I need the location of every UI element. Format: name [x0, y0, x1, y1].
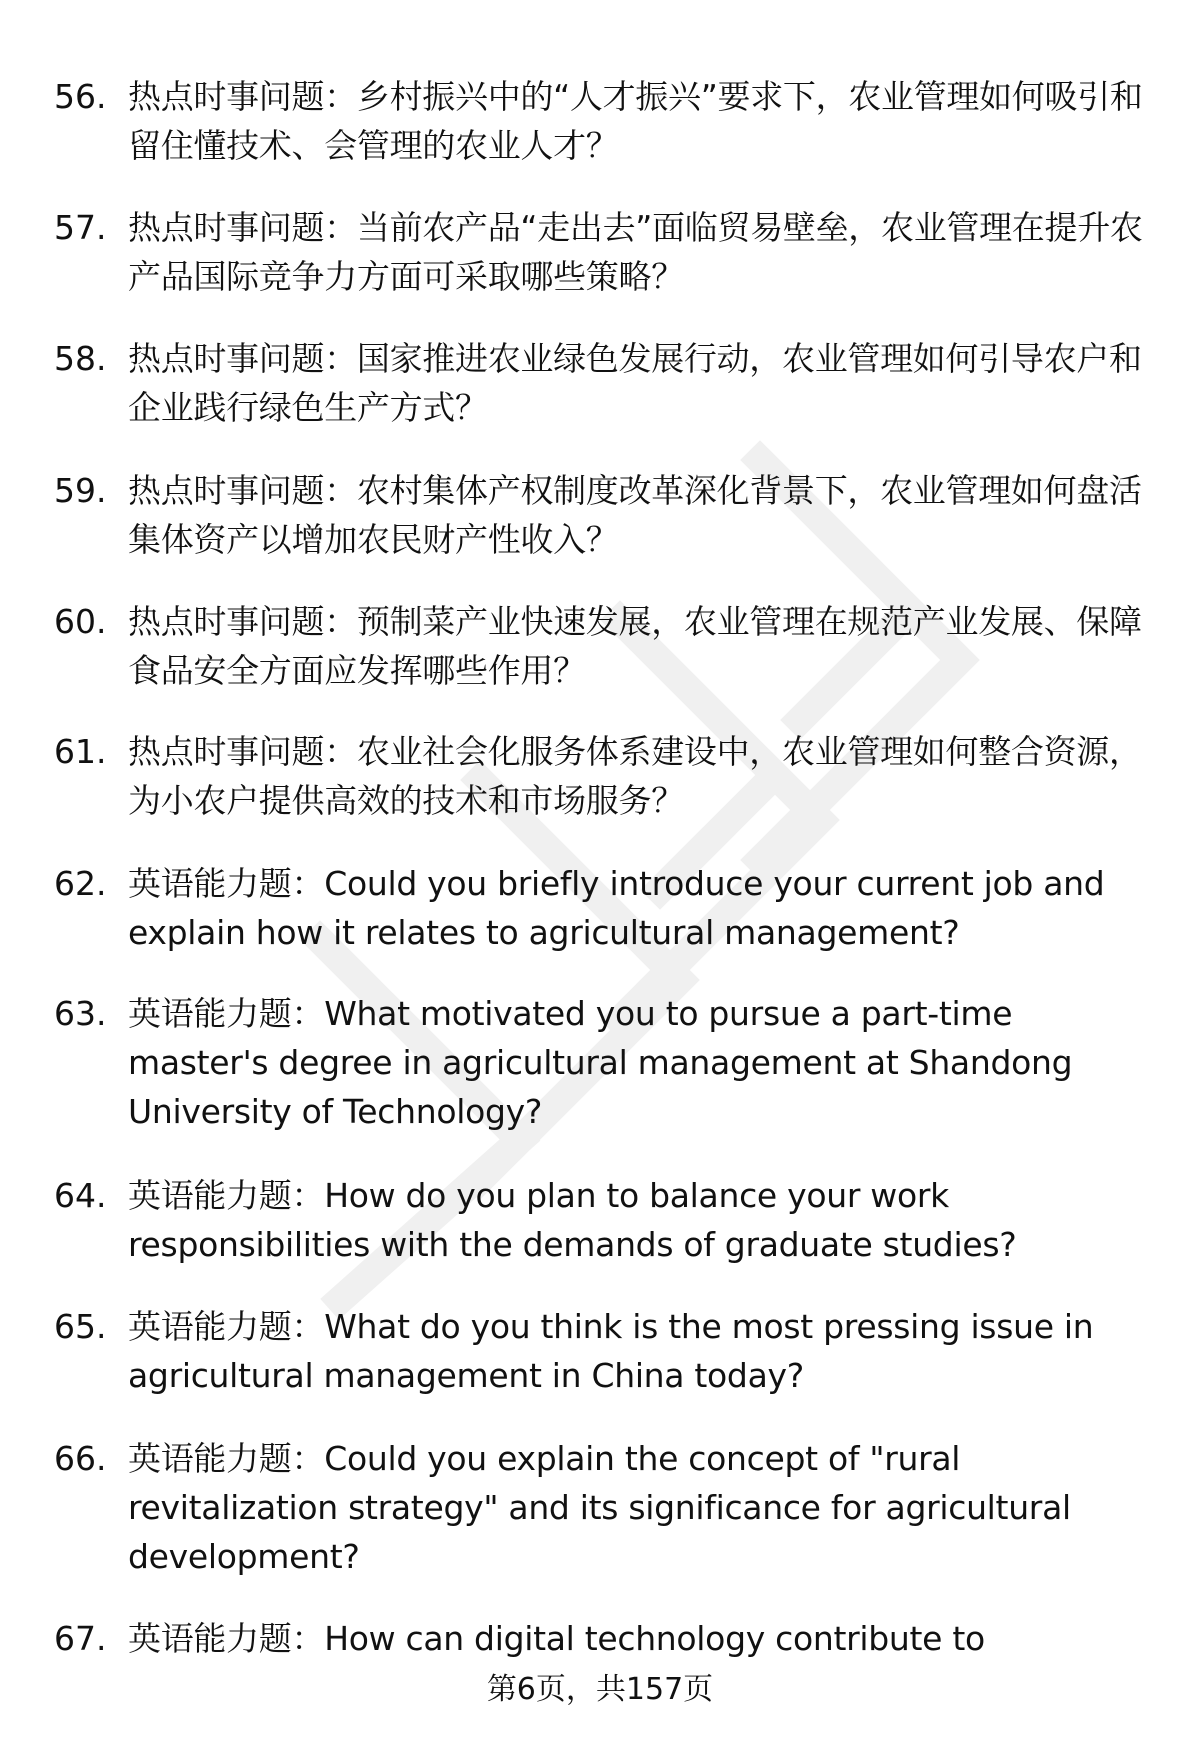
question-text: 英语能力题：How do you plan to balance your work responsibilities with the demands of graduate studies? [128, 1176, 1017, 1264]
question-number: 57. [54, 208, 107, 247]
question-text: 英语能力题：Could you briefly introduce your current job and explain how it relates to agricultural management? [128, 864, 1105, 952]
question-number: 56. [54, 77, 107, 116]
question-number: 61. [54, 732, 107, 771]
question-number: 60. [54, 602, 107, 641]
question-text: 热点时事问题：乡村振兴中的“人才振兴”要求下，农业管理如何吸引和留住懂技术、会管理的农业人才？ [128, 77, 1143, 165]
question-text: 英语能力题：What motivated you to pursue a part-time master's degree in agricultural management at Shandong University of Technology? [128, 994, 1073, 1131]
question-number: 62. [54, 864, 107, 903]
question-number: 66. [54, 1439, 107, 1478]
question-text: 热点时事问题：当前农产品“走出去”面临贸易壁垒，农业管理在提升农产品国际竞争力方面可采取哪些策略？ [128, 208, 1143, 296]
question-text: 热点时事问题：农村集体产权制度改革深化背景下，农业管理如何盘活集体资产以增加农民财产性收入？ [128, 471, 1142, 559]
question-number: 58. [54, 339, 107, 378]
question-text: 热点时事问题：农业社会化服务体系建设中，农业管理如何整合资源，为小农户提供高效的技术和市场服务？ [128, 732, 1142, 820]
question-number: 67. [54, 1619, 107, 1658]
question-number: 64. [54, 1176, 107, 1215]
question-text: 英语能力题：How can digital technology contribute to [128, 1619, 985, 1658]
question-number: 63. [54, 994, 107, 1033]
page-indicator: 第6页，共157页 [486, 1672, 714, 1707]
question-number: 65. [54, 1307, 107, 1346]
question-text: 热点时事问题：预制菜产业快速发展，农业管理在规范产业发展、保障食品安全方面应发挥哪些作用？ [128, 602, 1142, 690]
question-text: 英语能力题：Could you explain the concept of "rural revitalization strategy" and its significance for agricultural development? [128, 1439, 1071, 1576]
question-text: 热点时事问题：国家推进农业绿色发展行动，农业管理如何引导农户和企业践行绿色生产方式？ [128, 339, 1142, 427]
question-number: 59. [54, 471, 107, 510]
question-text: 英语能力题：What do you think is the most pressing issue in agricultural management in China today? [128, 1307, 1094, 1395]
